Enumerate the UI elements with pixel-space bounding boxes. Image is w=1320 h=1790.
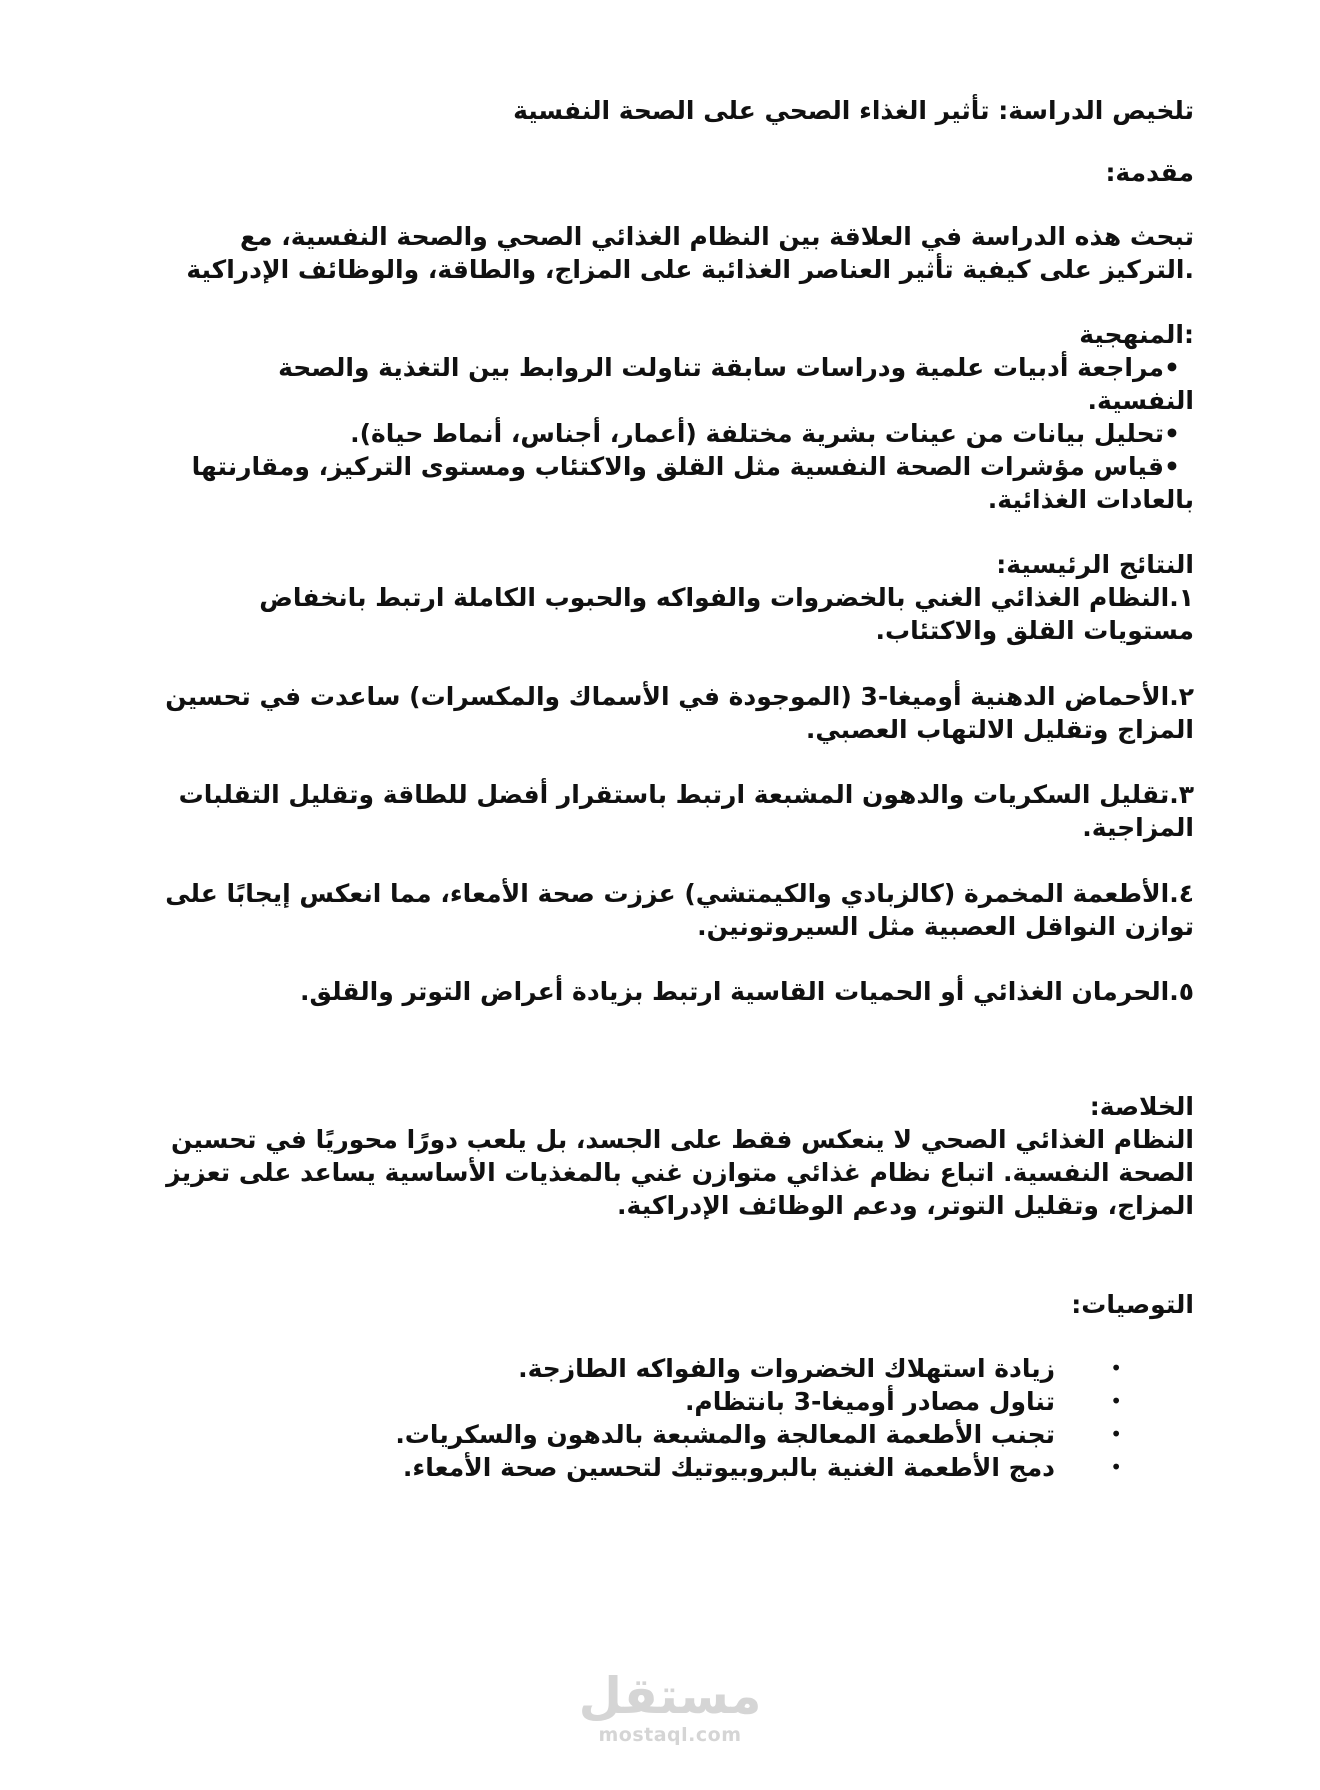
results-heading: النتائج الرئيسية: <box>996 550 1194 579</box>
result-item-1-line: مستويات القلق والاكتئاب. <box>875 616 1194 645</box>
result-item-1-line: ١.النظام الغذائي الغني بالخضروات والفواكه والحبوب الكاملة ارتبط بانخفاض <box>259 583 1194 612</box>
recommendation-text: تناول مصادر أوميغا-3 بانتظام. <box>684 1387 1055 1416</box>
bullet-icon: • <box>1110 1389 1122 1413</box>
result-item-3-line: المزاجية. <box>1082 813 1194 842</box>
bullet-icon: • <box>1110 1455 1122 1479</box>
conclusion-heading: الخلاصة: <box>1089 1092 1194 1121</box>
result-item-2-line: ٢.الأحماض الدهنية أوميغا-3 (الموجودة في الأسماك والمكسرات) ساعدت في تحسين <box>165 682 1194 711</box>
methodology-heading: :المنهجية <box>1079 320 1194 349</box>
conclusion-line: النظام الغذائي الصحي لا ينعكس فقط على الجسد، بل يلعب دورًا محوريًا في تحسين <box>170 1125 1194 1154</box>
methodology-line: •تحليل بيانات من عينات بشرية مختلفة (أعمار، أجناس، أنماط حياة). <box>350 419 1180 448</box>
methodology-line: •مراجعة أدبيات علمية ودراسات سابقة تناولت الروابط بين التغذية والصحة <box>278 353 1180 382</box>
recommendation-text: تجنب الأطعمة المعالجة والمشبعة بالدهون والسكريات. <box>395 1420 1055 1449</box>
bullet-icon: • <box>1110 1422 1122 1446</box>
result-item-3-line: ٣.تقليل السكريات والدهون المشبعة ارتبط باستقرار أفضل للطاقة وتقليل التقلبات <box>178 780 1194 809</box>
mostaql-watermark <box>575 1668 765 1746</box>
methodology-line: النفسية. <box>1087 386 1194 415</box>
result-item-2-line: المزاج وتقليل الالتهاب العصبي. <box>805 715 1194 744</box>
result-item-5-line: ٥.الحرمان الغذائي أو الحميات القاسية ارتبط بزيادة أعراض التوتر والقلق. <box>300 977 1194 1006</box>
intro-line: .التركيز على كيفية تأثير العناصر الغذائية على المزاج، والطاقة، والوظائف الإدراكية <box>186 255 1194 284</box>
document-title: تلخيص الدراسة: تأثير الغذاء الصحي على الصحة النفسية <box>513 96 1194 125</box>
methodology-line: •قياس مؤشرات الصحة النفسية مثل القلق والاكتئاب ومستوى التركيز، ومقارنتها <box>191 452 1180 481</box>
result-item-4-line: توازن النواقل العصبية مثل السيروتونين. <box>697 912 1194 941</box>
intro-line: تبحث هذه الدراسة في العلاقة بين النظام الغذائي الصحي والصحة النفسية، مع <box>240 222 1194 251</box>
mostaql-url: mostaql.com <box>598 1724 742 1746</box>
mostaql-logo: مستقل <box>578 1667 762 1725</box>
recommendations-heading: التوصيات: <box>1071 1290 1194 1319</box>
bullet-icon: • <box>1110 1356 1122 1380</box>
recommendation-text: زيادة استهلاك الخضروات والفواكه الطازجة. <box>518 1354 1055 1383</box>
conclusion-line: المزاج، وتقليل التوتر، ودعم الوظائف الإدراكية. <box>617 1191 1194 1220</box>
conclusion-line: الصحة النفسية. اتباع نظام غذائي متوازن غني بالمغذيات الأساسية يساعد على تعزيز <box>166 1158 1194 1187</box>
intro-heading: مقدمة: <box>1105 158 1194 187</box>
result-item-4-line: ٤.الأطعمة المخمرة (كالزبادي والكيمتشي) عززت صحة الأمعاء، مما انعكس إيجابًا على <box>165 879 1194 908</box>
methodology-line: بالعادات الغذائية. <box>987 485 1194 514</box>
recommendation-text: دمج الأطعمة الغنية بالبروبيوتيك لتحسين صحة الأمعاء. <box>402 1453 1055 1482</box>
